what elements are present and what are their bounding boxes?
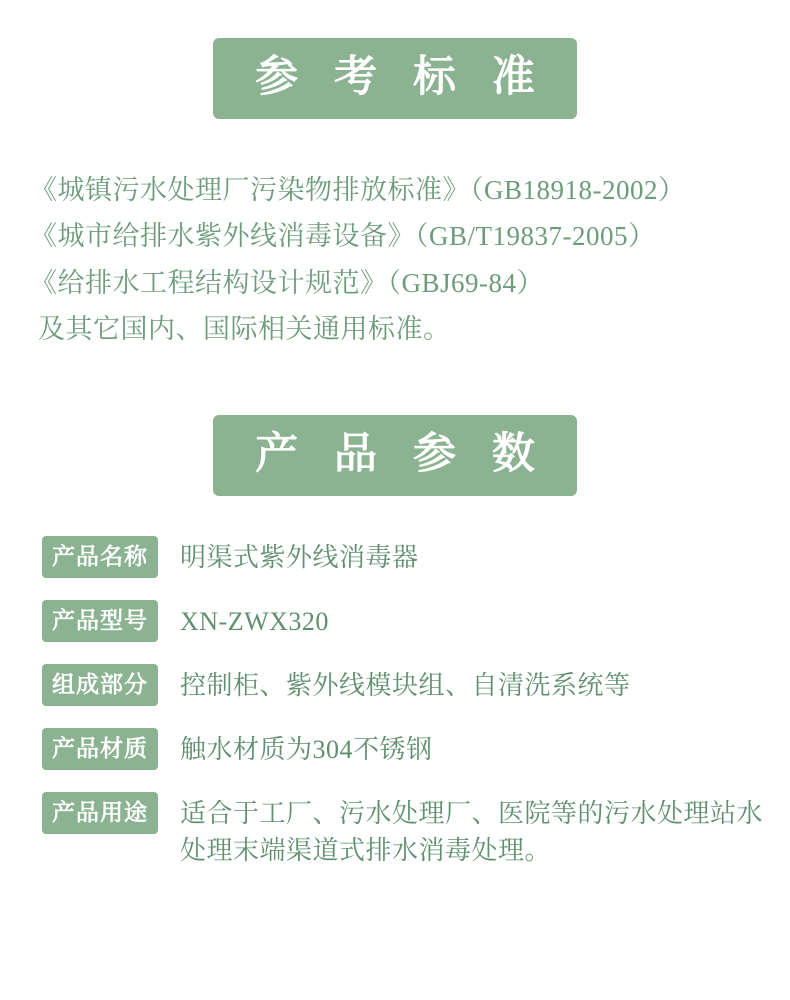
parameters-table	[0, 536, 790, 870]
parameter-value: 控制柜、紫外线模块组、自清洗系统等	[180, 670, 631, 700]
parameter-label: 组成部分	[42, 664, 158, 706]
parameter-label: 产品材质	[42, 728, 158, 770]
section-spacer	[0, 353, 790, 415]
parameters-heading-wrap	[0, 415, 790, 496]
standards-line: 《城镇污水处理厂污染物排放标准》（GB18918-2002）	[30, 175, 686, 205]
top-spacer	[0, 0, 790, 38]
standards-line: 《城市给排水紫外线消毒设备》（GB/T19837-2005）	[30, 221, 656, 252]
parameter-value: 适合于工厂、污水处理厂、医院等的污水处理站水处理末端渠道式排水消毒处理。	[180, 798, 764, 866]
parameter-value: 明渠式紫外线消毒器	[180, 542, 419, 572]
table-row	[42, 664, 766, 706]
parameter-value: 触水材质为304不锈钢	[180, 734, 433, 764]
parameters-heading-badge: 产 品 参 数	[213, 415, 577, 496]
standards-line: 及其它国内、国际相关通用标准。	[38, 314, 451, 345]
table-row	[42, 728, 766, 770]
parameter-value: XN-ZWX320	[180, 606, 329, 636]
parameter-label: 产品名称	[42, 536, 158, 578]
table-row	[42, 792, 766, 870]
standards-line: 《给排水工程结构设计规范》（GBJ69-84）	[30, 267, 545, 298]
table-row	[42, 536, 766, 578]
standards-heading-wrap	[0, 38, 790, 119]
parameter-label: 产品用途	[42, 792, 158, 834]
standards-heading-badge: 参 考 标 准	[213, 38, 577, 119]
standards-list	[0, 167, 790, 353]
parameter-label: 产品型号	[42, 600, 158, 642]
table-row	[42, 600, 766, 642]
